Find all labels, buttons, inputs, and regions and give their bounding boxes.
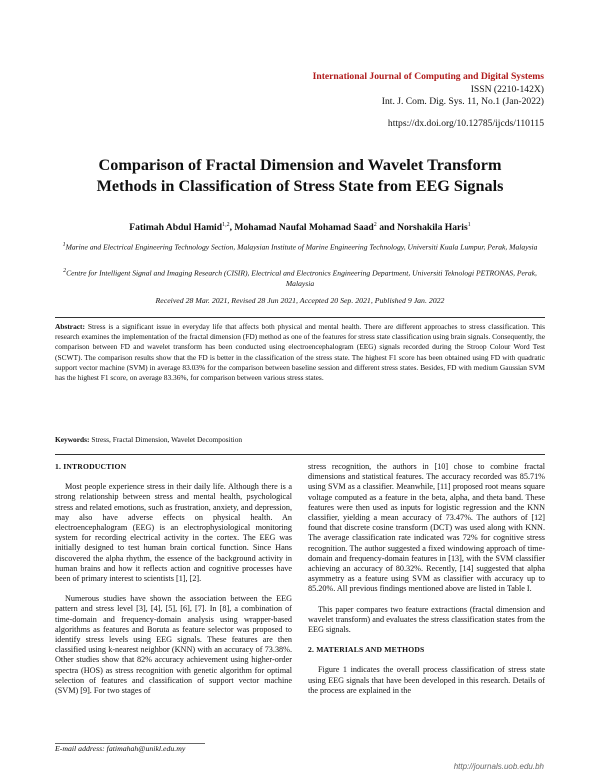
keywords-label: Keywords:	[55, 435, 90, 444]
abstract-text: Stress is a significant issue in everyday life that affects both physical and mental health. There are different approaches to stress classification. This research examines the implementation of the fractal dimension (FD) method as one of the features for stress state classification using brain signals. Consequently, the comparison between FD and wavelet transform has been conducted using electroencephalogram (EEG) signals recorded during the Stroop Colour Word Test (SCWT). The comparison results show that the FD is better in the classification of the stress state. The highest F1 score has been obtained using FD with quadratic support vector machine (SVM) in average 83.03% for the comparison between baseline session and different stress states. Besides, FD with medium Gaussian SVM has the highest F1 score, on average 83.36%, for comparison between various stress states.	[55, 322, 545, 383]
section-heading-introduction: 1. INTRODUCTION	[55, 462, 127, 471]
keywords	[55, 435, 545, 444]
author-separator: ,	[229, 222, 232, 234]
author-name: Norshakila Haris	[397, 222, 468, 234]
title-line-2: Methods in Classification of Stress State from EEG Signals	[96, 177, 504, 195]
author-affiliation-mark: 2	[373, 222, 377, 228]
paragraph: Numerous studies have shown the association between the EEG pattern and stress level [3], [4], [5], [6], [7]. In [8], a combination of time-domain and frequency-domain analysis using wrapper-based algorithms as features and Boruta as feature selector was proposed to identify stress levels using EEG signals. These features are then classified using k-nearest neighbor (KNN) with an accuracy of 73.38%. Other studies show that 82% accuracy achievement using higher-order spectra (HOS) as stress recognition with genetic algorithm for optimal selection of features and classification of support vector machine (SVM) [9]. For two stages of	[55, 594, 292, 696]
affiliation-1	[60, 240, 540, 253]
affiliation-text: Marine and Electrical Engineering Technology Section, Malaysian Institute of Marine Engineering Technology, Universiti Kuala Lumpur, Perak, Malaysia	[65, 242, 538, 252]
received-dates: Received 28 Mar. 2021, Revised 28 Jun 2021, Accepted 20 Sep. 2021, Published 9 Jan. 2022	[155, 296, 445, 305]
column-right	[308, 462, 545, 696]
author-separator: and	[379, 222, 395, 234]
author-affiliation-mark: 1,2	[222, 222, 230, 228]
section-heading-methods: 2. MATERIALS AND METHODS	[308, 645, 425, 655]
divider-top	[55, 317, 545, 318]
paragraph: Figure 1 indicates the overall process classification of stress state using EEG signals that have been developed in this research. Details of the process are explained in the	[308, 665, 545, 695]
paper-title	[40, 155, 560, 197]
abstract	[55, 322, 545, 383]
author-name: Fatimah Abdul Hamid	[129, 222, 223, 234]
title-line-1: Comparison of Fractal Dimension and Wavelet Transform	[98, 156, 502, 174]
doi-link[interactable]: https://dx.doi.org/10.12785/ijcds/110115	[387, 118, 544, 129]
divider-bottom	[55, 454, 545, 455]
author-list	[40, 222, 560, 233]
journal-name: International Journal of Computing and Digital Systems	[312, 71, 544, 82]
affiliation-2	[60, 266, 540, 289]
affiliation-mark: 2	[63, 268, 67, 274]
journal-citation: Int. J. Com. Dig. Sys. 11, No.1 (Jan-2022)	[381, 96, 544, 107]
paragraph: stress recognition, the authors in [10] chose to combine fractal dimensions and statistical features. The accuracy recorded was 85.71% using SVM as a classifier. Meanwhile, [11] proposed root means square voltage computed as a feature in the beta, alpha, and theta band. These features were then used as inputs for logistic regression and the KNN classifier, yielding a mean accuracy of 73.47%. The authors of [12] found that discrete cosine transform (DCT) was used along with KNN. The average classification rate indicated was 72% for cognitive stress recognition. The author suggested a fixed windowing approach of time-domain and frequency-domain features in [13], with the SVM classifier achieving an accuracy of 80.32%. Recently, [14] suggested that alpha asymmetry as a feature using SVM as classifier with accuracy up to 85.20%. All previous findings mentioned above are listed in Table I.	[308, 462, 545, 594]
author-affiliation-mark: 1	[467, 222, 471, 228]
issn: ISSN (2210-142X)	[470, 84, 544, 95]
author-name: Mohamad Naufal Mohamad Saad	[234, 222, 374, 234]
corresponding-email[interactable]: E-mail address: fatimahah@unikl.edu.my	[55, 744, 186, 753]
abstract-label: Abstract:	[55, 322, 85, 331]
column-left	[55, 462, 292, 696]
affiliation-mark: 1	[62, 242, 66, 248]
paragraph: This paper compares two feature extractions (fractal dimension and wavelet transform) and evaluates the stress classification states from the EEG signals.	[308, 604, 545, 635]
paragraph: Most people experience stress in their daily life. Although there is a strong relationship between stress and mental health, psychological stress and related emotions, such as frustration, anxiety, and depression, may also have adverse effects on physical health. An electroencephalogram (EEG) is an electrophysiological monitoring system for recording electrical activity in the cortex. The EEG was initially designed to test human brain cortical function. Since Hans discovered the alpha rhythm, the essence of the background activity in human brains and how it reflects action and cognitive processes have been of primary interest to scientists [1], [2].	[55, 482, 292, 584]
affiliation-text: Centre for Intelligent Signal and Imaging Research (CISIR), Electrical and Electronics Engineering Department, Universiti Teknologi PETRONAS, Perak, Malaysia	[66, 268, 537, 288]
keywords-text: Stress, Fractal Dimension, Wavelet Decomposition	[91, 435, 243, 444]
journal-url[interactable]: http://journals.uob.edu.bh	[453, 762, 544, 771]
